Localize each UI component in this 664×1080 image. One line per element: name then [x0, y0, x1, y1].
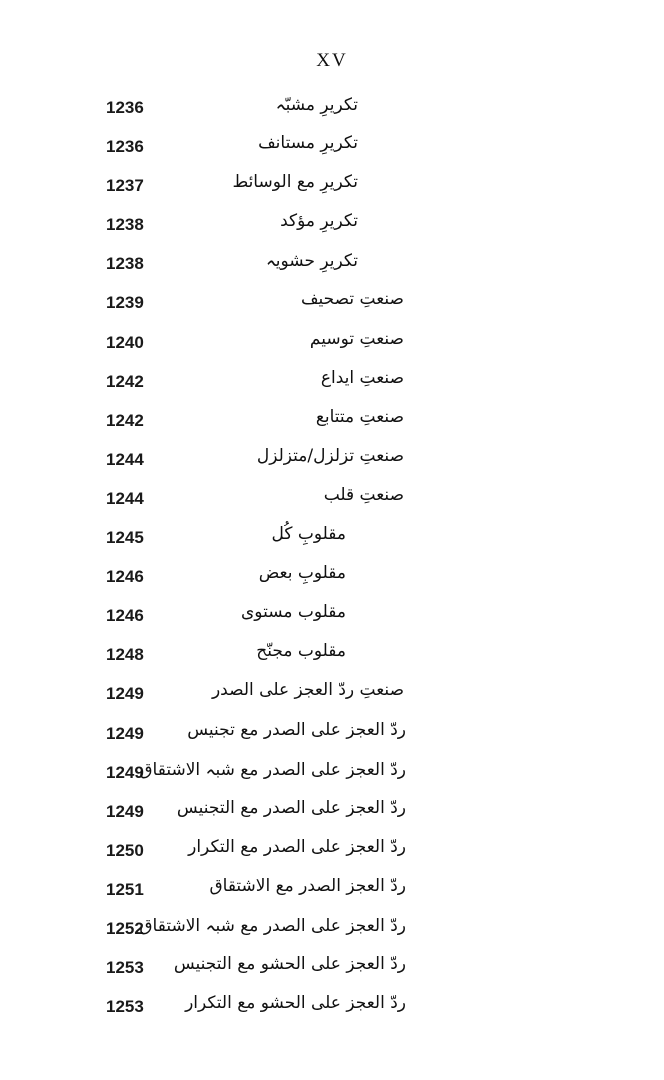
toc-page-number: 1245	[106, 528, 144, 548]
toc-page-number: 1239	[106, 293, 144, 313]
toc-title: ردّ العجز علی الصدر مع شبہ الاشتقاق	[139, 759, 406, 780]
toc-title: تکریرِ مشبّہ	[275, 95, 358, 115]
toc-title: ردّ العجز علی الصدر مع شبہ الاشتقاق	[139, 915, 406, 936]
toc-page-number: 1248	[106, 645, 144, 665]
toc-title: ردّ العجز علی الحشو مع التکرار	[185, 993, 406, 1014]
toc-entry	[0, 168, 664, 207]
toc-entry	[0, 403, 664, 442]
toc-entry	[0, 872, 664, 911]
toc-title: صنعتِ متتابع	[315, 406, 404, 427]
toc-entry	[0, 637, 664, 676]
toc-page-number: 1236	[106, 98, 144, 117]
toc-title: تکریرِ مؤکد	[280, 211, 358, 232]
toc-title: مقلوبِ کُل	[271, 524, 346, 545]
toc-page-number: 1249	[106, 723, 144, 743]
toc-title: صنعتِ تزلزل/متزلزل	[256, 445, 404, 466]
toc-title: صنعتِ توسیم	[309, 328, 404, 349]
toc-page-number: 1242	[106, 371, 144, 391]
toc-page-number: 1252	[106, 918, 144, 938]
toc-title: ردّ العجز علی الحشو مع التجنیس	[173, 954, 406, 975]
toc-entry	[0, 911, 664, 950]
toc-entry	[0, 246, 664, 285]
toc-page-number: 1238	[106, 215, 144, 235]
toc-title: تکریرِ مع الوسائط	[232, 172, 358, 193]
toc-title: صنعتِ ایداع	[320, 367, 404, 388]
toc-page-number: 1238	[106, 254, 144, 274]
toc-title: صنعتِ ردّ العجز علی الصدر	[211, 680, 404, 701]
page-number: XV	[316, 50, 348, 71]
toc-entry	[0, 520, 664, 559]
toc-page-number: 1253	[106, 958, 144, 978]
toc-page-number: 1236	[106, 137, 144, 157]
toc-title: مقلوب مجنّح	[256, 641, 346, 662]
toc-entry	[0, 716, 664, 755]
toc-entry	[0, 676, 664, 715]
toc-entry	[0, 442, 664, 481]
toc-title: مقلوبِ بعض	[258, 563, 346, 584]
toc-page-number: 1253	[106, 997, 144, 1017]
toc-title: صنعتِ تصحیف	[300, 289, 404, 310]
toc-page-number: 1251	[106, 879, 144, 899]
toc-entry	[0, 559, 664, 598]
toc-entry	[0, 207, 664, 246]
toc-title: تکریرِ حشویہ	[265, 251, 358, 272]
toc-entry	[0, 285, 664, 324]
toc-page-number: 1246	[106, 567, 144, 587]
toc-page-number: 1244	[106, 488, 144, 508]
toc-page-number: 1249	[106, 762, 144, 782]
toc-entry	[0, 755, 664, 794]
toc-entry	[0, 989, 664, 1028]
toc-page-number: 1244	[106, 449, 144, 469]
toc-entry	[0, 325, 664, 364]
toc-page-number: 1240	[106, 332, 144, 352]
toc-entry	[0, 833, 664, 872]
toc-entry	[0, 598, 664, 637]
toc-entry	[0, 90, 664, 129]
toc-page-number: 1242	[106, 410, 144, 430]
toc-entry	[0, 794, 664, 833]
toc-title: ردّ العجز علی الصدر مع التجنیس	[176, 797, 406, 818]
toc-page-number: 1246	[106, 606, 144, 626]
toc-entry	[0, 481, 664, 520]
toc-page-number: 1249	[106, 684, 144, 704]
toc-title: ردّ العجز الصدر مع الاشتقاق	[209, 875, 406, 896]
toc-title: ردّ العجز علی الصدر مع تجنیس	[187, 719, 406, 740]
table-of-contents	[0, 90, 664, 1028]
toc-title: ردّ العجز علی الصدر مع التکرار	[188, 836, 406, 857]
toc-title: مقلوب مستوی	[240, 602, 346, 623]
toc-title: تکریرِ مستانف	[258, 133, 358, 154]
toc-title: صنعتِ قلب	[323, 484, 404, 505]
toc-entry	[0, 364, 664, 403]
toc-entry	[0, 129, 664, 168]
toc-page-number: 1237	[106, 176, 144, 196]
toc-entry	[0, 950, 664, 989]
toc-page-number: 1249	[106, 801, 144, 821]
toc-page-number: 1250	[106, 840, 144, 860]
